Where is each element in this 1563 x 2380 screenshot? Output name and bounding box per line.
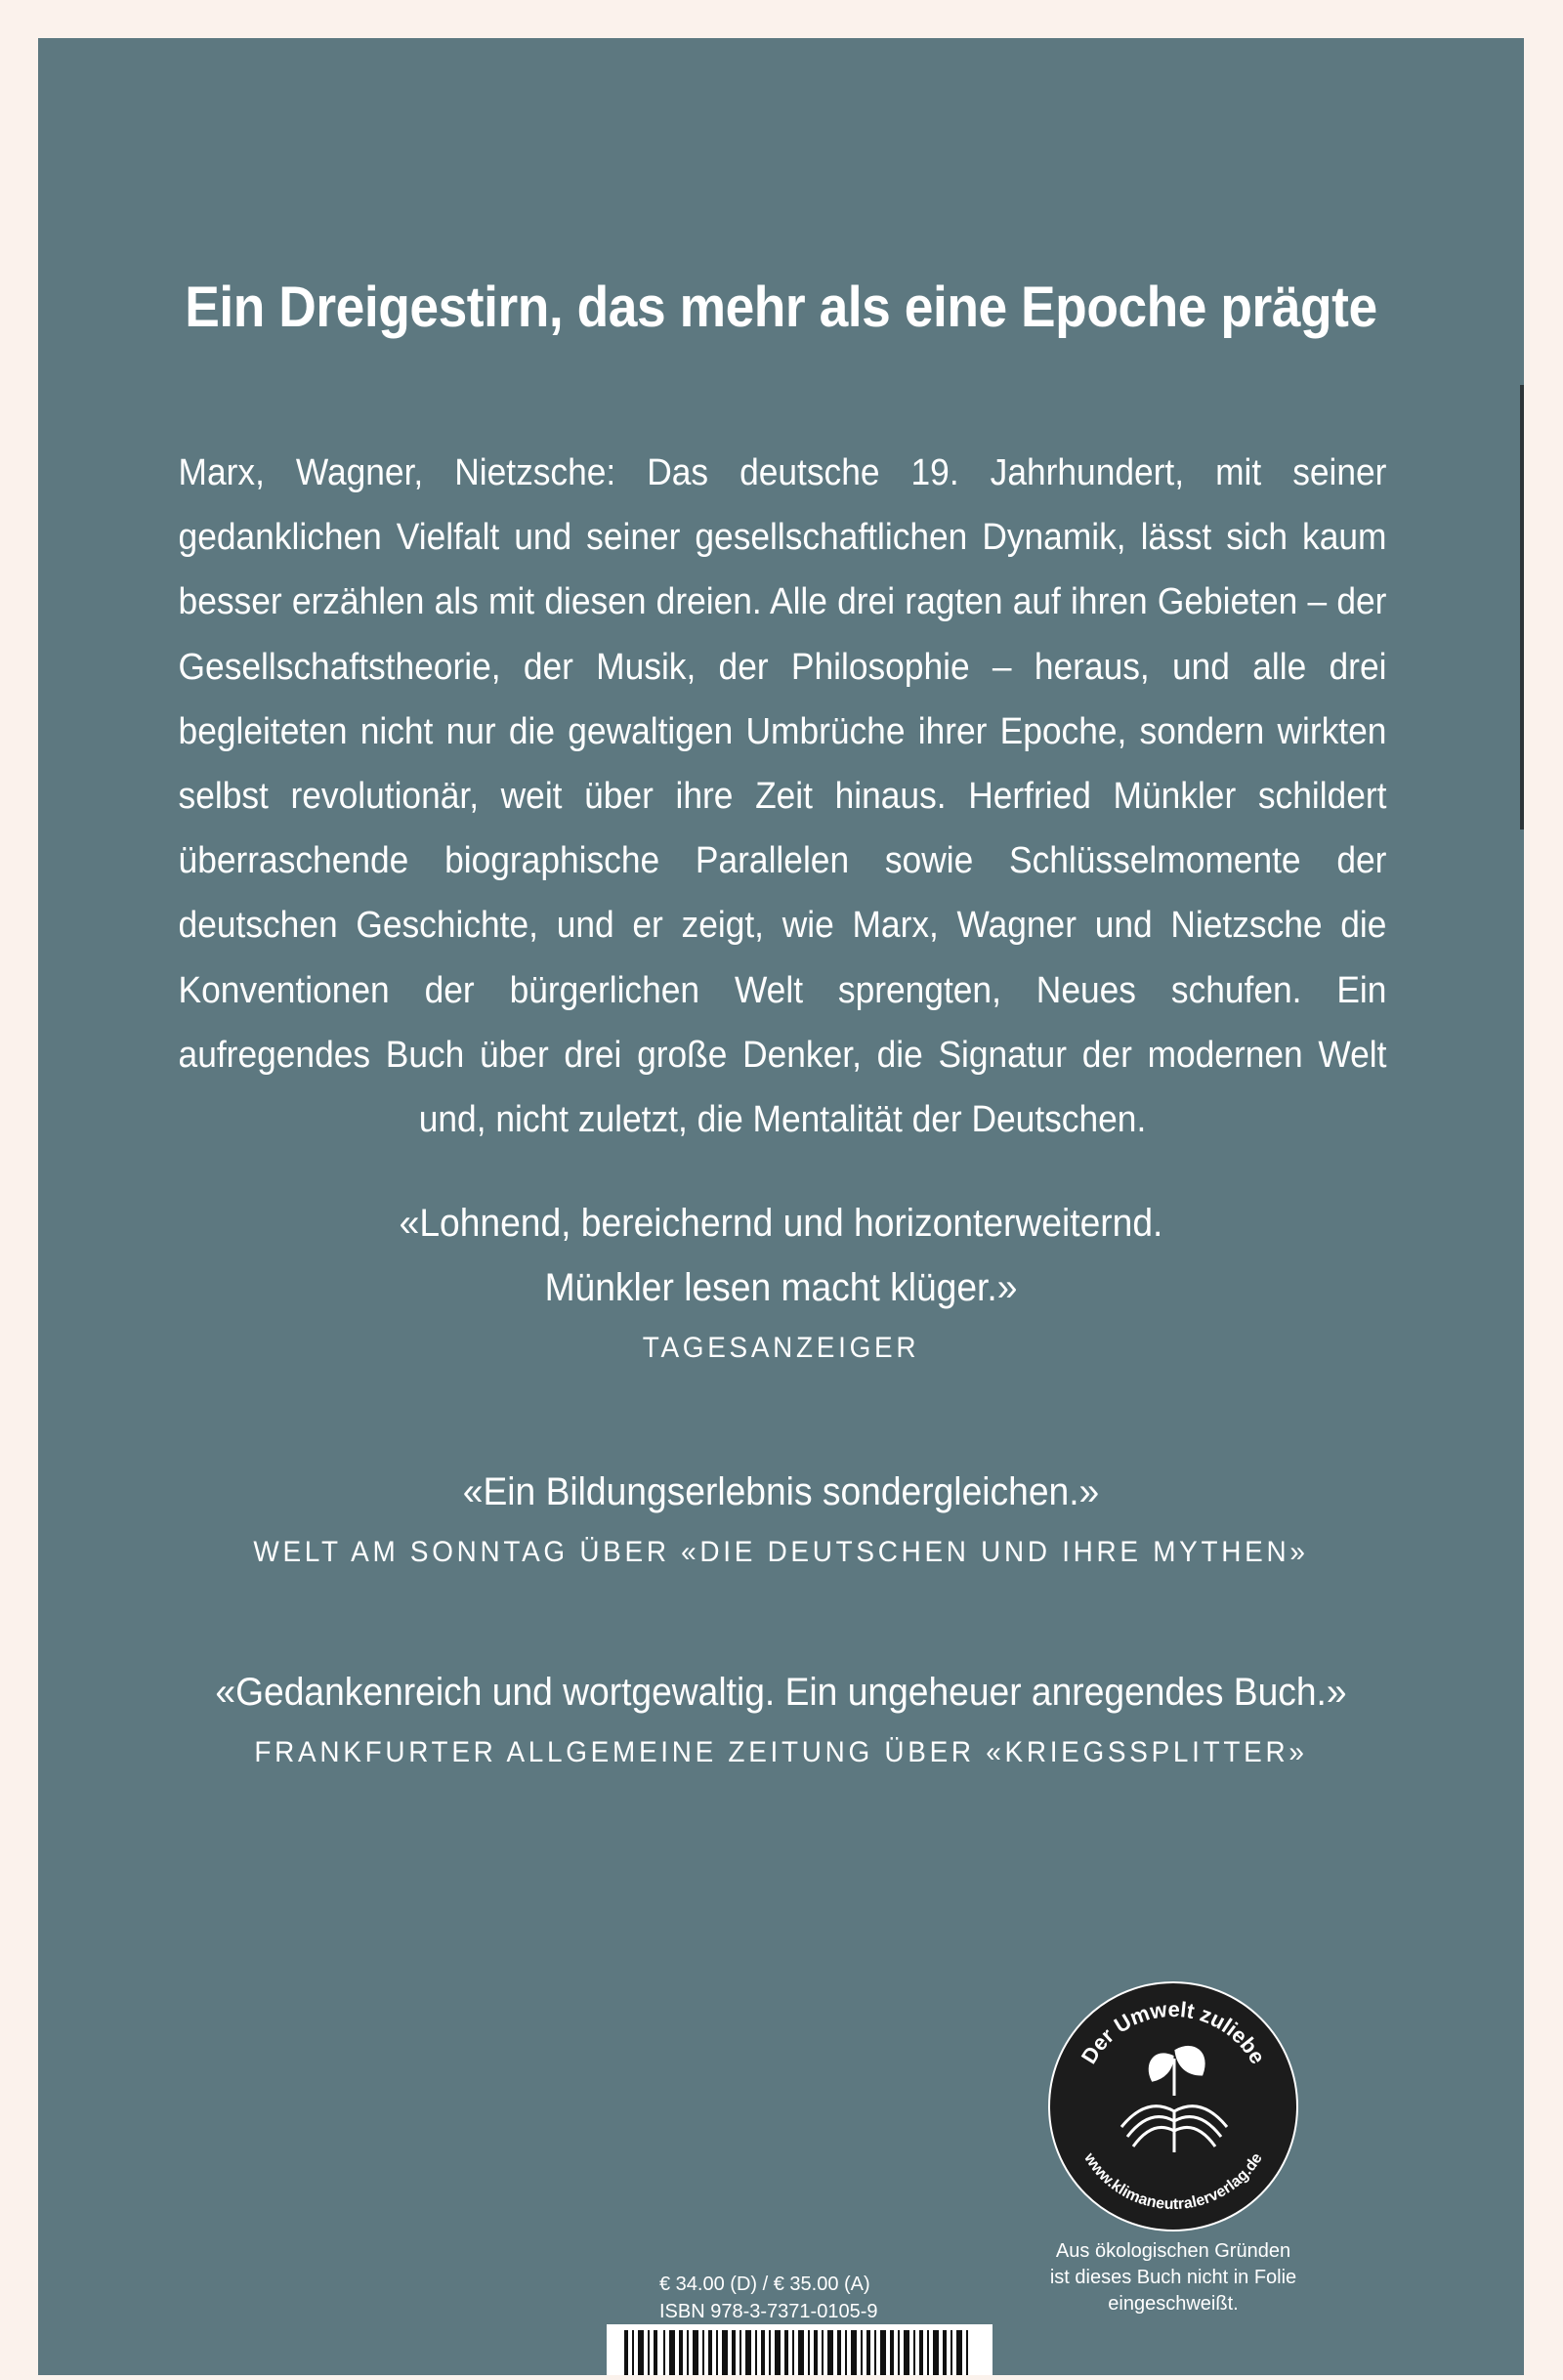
review-quote	[38, 1660, 1524, 1769]
blurb-text: Marx, Wagner, Nietzsche: Das deutsche 19. Jahrhundert, mit seiner gedanklichen Vielfalt und seiner gesellschaftlichen Dynamik, lässt sich kaum besser erzählen als mit diesen dreien. Alle drei ragten auf ihren Gebieten – der Gesellschaftstheorie, der Musik, der Philosophie – heraus, und alle drei begleiteten nicht nur die gewaltigen Umbrüche ihrer Epoche, sondern wirkten selbst revolutionär, weit über ihre Zeit hinaus. Herfried Münkler schildert überraschende biographische Parallelen sowie Schlüsselmomente der deutschen Geschichte, und er zeigt, wie Marx, Wagner und Nietzsche die Konventionen der bürgerlichen Welt sprengten, Neues schufen. Ein aufregendes Buch über drei große Denker, die Signatur der modernen Welt und, nicht zuletzt, die Mentalität der Deutschen.	[178, 452, 1387, 1141]
badge-top-text: Der Umwelt zuliebe	[1076, 1996, 1271, 2068]
back-cover	[38, 38, 1524, 2375]
eco-note-line: eingeschweißt.	[1108, 2293, 1239, 2315]
barcode-bars	[607, 2324, 993, 2375]
quote-source: FRANKFURTER ALLGEMEINE ZEITUNG ÜBER «KRIEGSSPLITTER»	[254, 1736, 1308, 1768]
review-quote	[38, 1191, 1524, 1365]
isbn: ISBN 978-3-7371-0105-9	[659, 2301, 878, 2322]
eco-note-line: Aus ökologischen Gründen	[1055, 2240, 1291, 2262]
quote-source: WELT AM SONNTAG ÜBER «DIE DEUTSCHEN UND IHRE MYTHEN»	[253, 1536, 1309, 1568]
eco-note-line: ist dieses Buch nicht in Folie	[1049, 2267, 1297, 2288]
quote-source: TAGESANZEIGER	[642, 1332, 920, 1364]
edge-mark	[1520, 385, 1524, 829]
quote-line: Münkler lesen macht klüger.»	[544, 1266, 1018, 1309]
badge-bottom-text: www.klimaneutralerverlag.de	[1080, 2149, 1266, 2214]
eco-badge	[1047, 1980, 1299, 2232]
quote-line: «Gedankenreich und wortgewaltig. Ein ungeheuer anregendes Buch.»	[215, 1671, 1347, 1714]
price-block	[659, 2271, 877, 2325]
price: € 34.00 (D) / € 35.00 (A)	[659, 2274, 870, 2295]
quote-line: «Lohnend, bereichernd und horizonterweiternd.	[399, 1202, 1163, 1245]
barcode	[607, 2324, 993, 2375]
quote-line: «Ein Bildungserlebnis sondergleichen.»	[462, 1470, 1100, 1513]
eco-note	[1036, 2238, 1310, 2317]
headline: Ein Dreigestirn, das mehr als eine Epoche prägte	[185, 276, 1377, 339]
review-quote	[38, 1460, 1524, 1569]
